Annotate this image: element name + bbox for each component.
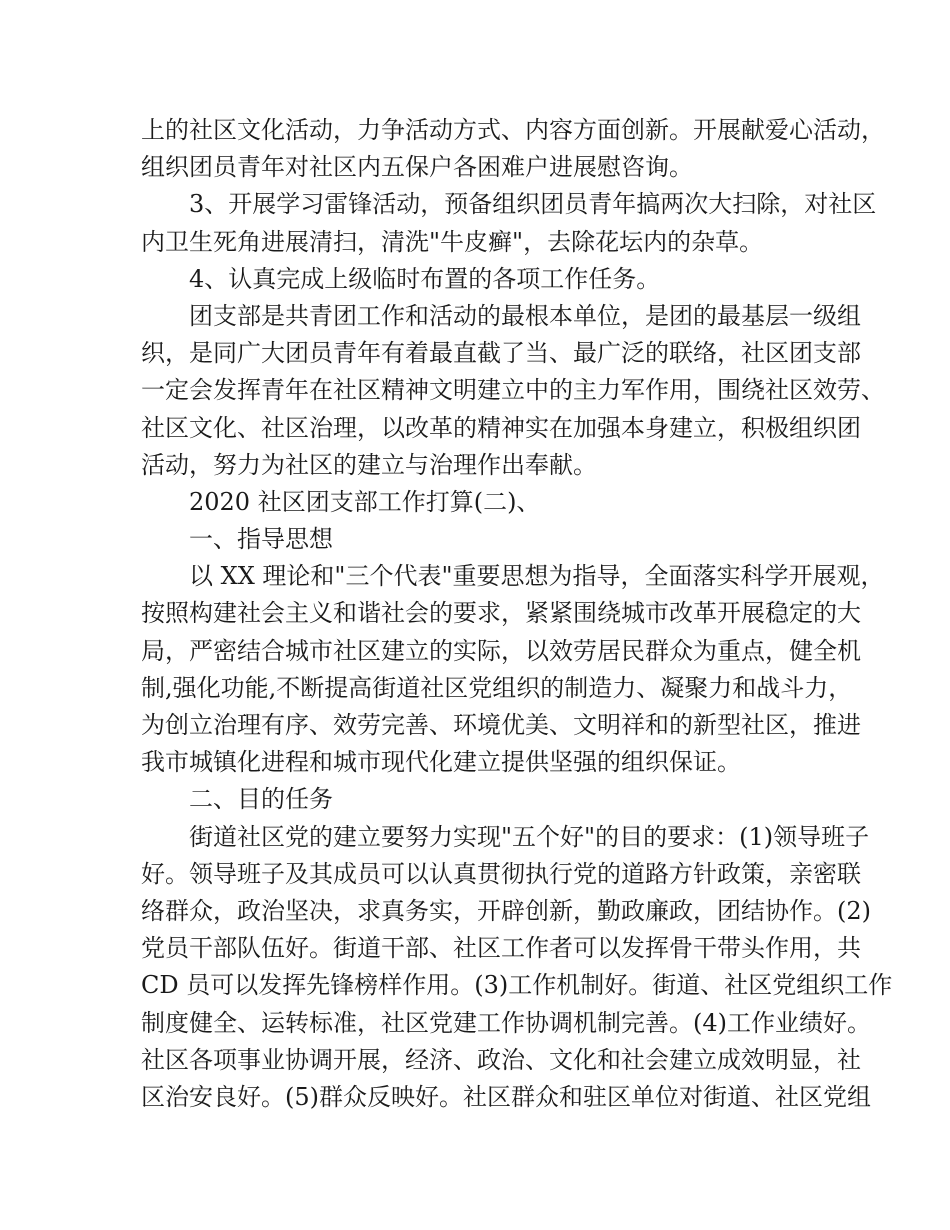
section-heading: 二、目的任务 xyxy=(189,785,333,814)
text-line: 组织团员青年对社区内五保户各困难户进展慰咨询。 xyxy=(141,153,693,182)
text-line: 络群众，政治坚决，求真务实，开辟创新，勤政廉政，团结协作。(2) xyxy=(141,896,871,925)
text-line: 团支部是共青团工作和活动的最根本单位，是团的最基层一级组 xyxy=(189,301,861,330)
text-line: 织，是同广大团员青年有着最直截了当、最广泛的联络，社区团支部 xyxy=(141,339,861,368)
text-line: 3、开展学习雷锋活动，预备组织团员青年搞两次大扫除，对社区 xyxy=(189,190,877,219)
text-line: 内卫生死角进展清扫，清洗"牛皮癣"，去除花坛内的杂草。 xyxy=(141,227,764,256)
document-body xyxy=(141,112,893,1116)
section-title: 2020 社区团支部工作打算(二)、 xyxy=(189,487,541,516)
section-heading: 一、指导思想 xyxy=(189,525,333,554)
text-line: CD 员可以发挥先锋榜样作用。(3)工作机制好。街道、社区党组织工作 xyxy=(141,971,893,1000)
text-line: 好。领导班子及其成员可以认真贯彻执行党的道路方针政策，亲密联 xyxy=(141,859,861,888)
text-line: 制,强化功能,不断提高街道社区党组织的制造力、凝聚力和战斗力， xyxy=(141,673,853,702)
text-line: 上的社区文化活动，力争活动方式、内容方面创新。开展献爱心活动， xyxy=(141,116,885,144)
text-line: 街道社区党的建立要努力实现"五个好"的目的要求：(1)领导班子 xyxy=(189,822,870,851)
text-line: 以 XX 理论和"三个代表"重要思想为指导，全面落实科学开展观， xyxy=(189,562,885,591)
text-line: 社区各项事业协调开展，经济、政治、文化和社会建立成效明显，社 xyxy=(141,1045,861,1074)
text-line: 4、认真完成上级临时布置的各项工作任务。 xyxy=(189,264,661,293)
text-line: 我市城镇化进程和城市现代化建立提供坚强的组织保证。 xyxy=(141,748,741,777)
text-line: 一定会发挥青年在社区精神文明建立中的主力军作用，围绕社区效劳、 xyxy=(141,376,885,405)
text-line: 按照构建社会主义和谐社会的要求，紧紧围绕城市改革开展稳定的大 xyxy=(141,599,861,628)
text-line: 为创立治理有序、效劳完善、环境优美、文明祥和的新型社区，推进 xyxy=(141,711,861,739)
text-line: 局，严密结合城市社区建立的实际，以效劳居民群众为重点，健全机 xyxy=(141,636,861,665)
text-line: 制度健全、运转标准，社区党建工作协调机制完善。(4)工作业绩好。 xyxy=(141,1008,871,1037)
text-line: 社区文化、社区治理，以改革的精神实在加强本身建立，积极组织团 xyxy=(141,413,861,442)
text-line: 党员干部队伍好。街道干部、社区工作者可以发挥骨干带头作用，共 xyxy=(141,934,861,963)
text-line: 活动，努力为社区的建立与治理作出奉献。 xyxy=(141,450,597,479)
text-line: 区治安良好。(5)群众反映好。社区群众和驻区单位对街道、社区党组 xyxy=(141,1082,871,1111)
